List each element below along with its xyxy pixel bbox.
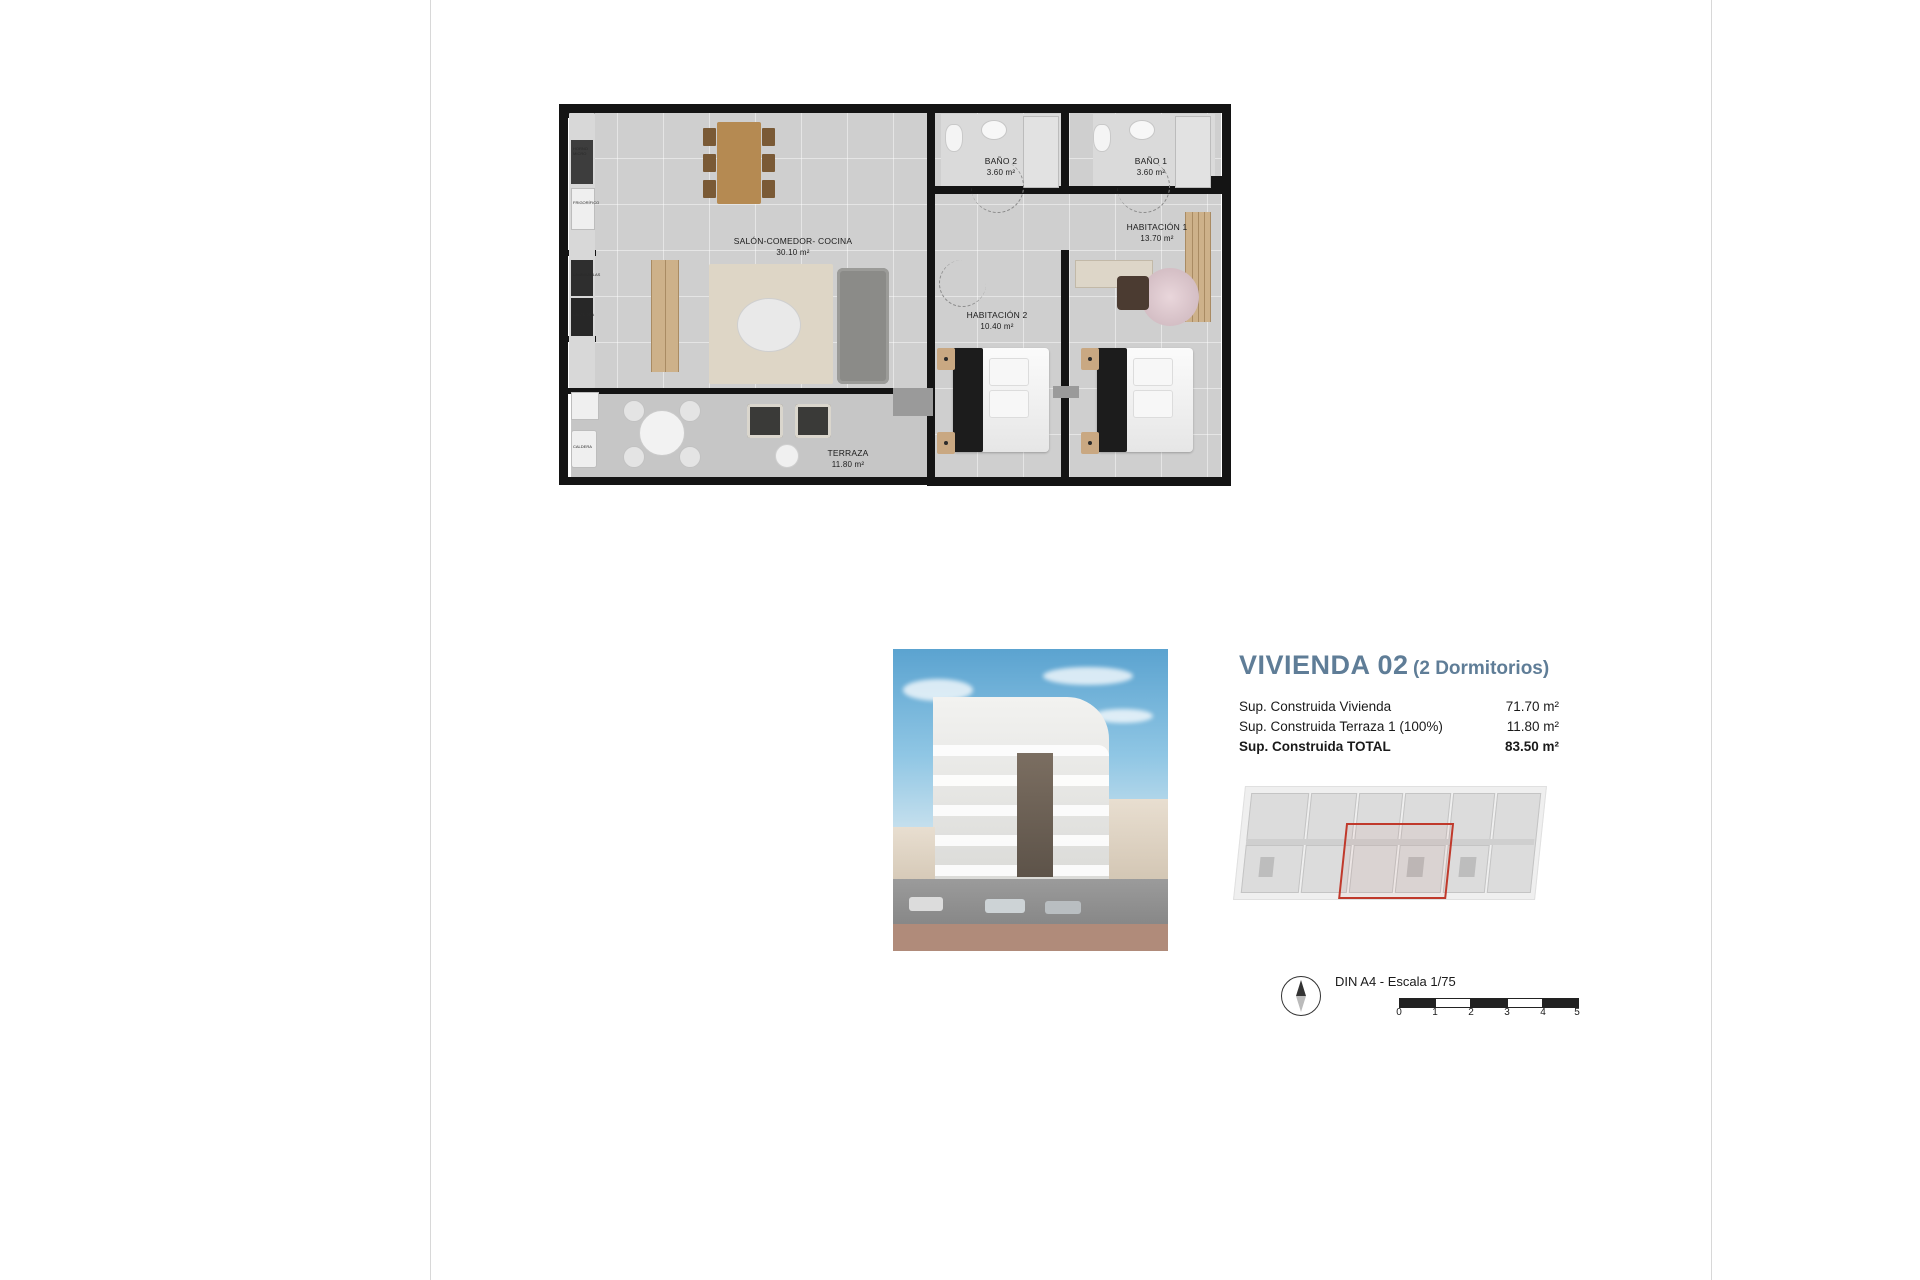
fridge-unit: [571, 188, 595, 230]
boiler-unit: [571, 430, 597, 468]
pillow-bedroom1: [1133, 390, 1173, 418]
photo-car: [1045, 901, 1081, 914]
terrace-armchair: [747, 404, 783, 438]
pillow-bedroom2: [989, 358, 1029, 386]
nightstand-bedroom1: [1081, 432, 1099, 454]
photo-facade-panel: [1017, 753, 1053, 877]
area-total-label: Sup. Construida TOTAL: [1239, 739, 1391, 754]
dining-chair: [703, 180, 716, 198]
pillow-bedroom2: [989, 390, 1029, 418]
compass-needle-south: [1296, 996, 1306, 1012]
wall-doorjamb-a: [893, 388, 933, 416]
bed-throw-bedroom1: [1097, 348, 1127, 452]
label-oven: HORNO: [573, 146, 588, 151]
wall-doorjamb-b: [1053, 386, 1079, 398]
room-label-bath2: BAÑO 2 3.60 m²: [984, 156, 1018, 177]
compass-icon: [1281, 976, 1321, 1016]
wall-living-bedrooms: [927, 104, 935, 486]
terrace-chair: [623, 446, 645, 468]
ruler-tick: 2: [1468, 1007, 1474, 1018]
label-dishwasher: LAVAVAJILLAS: [573, 272, 601, 277]
ruler-segment: [1399, 998, 1435, 1008]
compass-needle-north: [1296, 980, 1306, 996]
area-row-total: [1239, 737, 1559, 757]
unit-title-main: VIVIENDA 02: [1239, 650, 1409, 680]
toilet-bath2: [945, 124, 963, 152]
wall-living-terrace: [568, 388, 898, 394]
toilet-bath1: [1093, 124, 1111, 152]
room-label-living: SALÓN-COMEDOR- COCINA 30.10 m²: [733, 236, 853, 257]
ruler-segment: [1435, 998, 1471, 1008]
keyplan-fixture: [1458, 857, 1476, 877]
ruler-segment: [1471, 998, 1507, 1008]
dining-chair: [762, 180, 775, 198]
dishwasher-unit: [571, 260, 593, 296]
area-label: Sup. Construida Vivienda: [1239, 699, 1392, 714]
area-value: 11.80 m²: [1506, 719, 1559, 734]
label-micro: MICRO: [573, 151, 587, 156]
dining-chair: [762, 154, 775, 172]
ruler-segment: [1507, 998, 1543, 1008]
washbasin-bath2: [981, 120, 1007, 140]
nightstand-bedroom2: [937, 432, 955, 454]
door-swing-bedroom2: [939, 260, 986, 307]
area-total-value: 83.50 m²: [1504, 739, 1559, 754]
keyplan-unit: [1246, 793, 1309, 841]
wall-top: [559, 104, 1231, 113]
room-label-bedroom1: HABITACIÓN 1 13.70 m²: [1126, 222, 1188, 243]
decor-circle-bedroom1: [1141, 268, 1199, 326]
key-plan: [1233, 786, 1547, 900]
door-swing-bath1: [1117, 160, 1170, 213]
dining-chair: [703, 128, 716, 146]
room-label-bedroom2: HABITACIÓN 2 10.40 m²: [966, 310, 1028, 331]
keyplan-highlight-unit-02: [1338, 823, 1454, 899]
label-washer: LAVADORA: [573, 312, 595, 317]
washing-machine-unit: [571, 298, 593, 336]
bed-throw-bedroom2: [953, 348, 983, 452]
scale-ruler: [1396, 998, 1580, 1018]
terrace-chair: [623, 400, 645, 422]
door-swing-bath2: [971, 160, 1024, 213]
terrace-chair: [679, 446, 701, 468]
photo-sidewalk: [893, 924, 1168, 951]
room-label-terrace: TERRAZA 11.80 m²: [827, 448, 869, 469]
wall-right: [1222, 104, 1231, 485]
chair-bedroom1: [1117, 276, 1149, 310]
ruler-tick: 1: [1432, 1007, 1438, 1018]
wall-bottom-left: [559, 477, 931, 485]
areas-table: [1239, 697, 1559, 757]
nightstand-bedroom1: [1081, 348, 1099, 370]
label-fridge: FRIGORÍFICO: [573, 200, 600, 205]
area-label: Sup. Construida Terraza 1 (100%): [1239, 719, 1443, 734]
terrace-chair: [679, 400, 701, 422]
area-row: [1239, 697, 1559, 717]
label-boiler: CALDERA: [573, 444, 592, 449]
ruler-tick: 3: [1504, 1007, 1510, 1018]
scale-bar-block: [1239, 968, 1579, 1022]
area-value: 71.70 m²: [1505, 699, 1559, 714]
sofa: [837, 268, 889, 384]
scale-text: DIN A4 - Escala 1/75: [1335, 974, 1456, 989]
terrace-table: [639, 410, 685, 456]
keyplan-fixture: [1258, 857, 1274, 877]
living-sideboard: [651, 260, 679, 372]
sink-unit: [571, 392, 599, 420]
dining-table: [717, 122, 761, 204]
wall-bath-divider: [1061, 104, 1069, 194]
wall-left: [559, 104, 568, 485]
coffee-table: [737, 298, 801, 352]
terrace-armchair: [795, 404, 831, 438]
nightstand-bedroom2: [937, 348, 955, 370]
ruler-tick: 4: [1540, 1007, 1546, 1018]
photo-car: [985, 899, 1025, 913]
unit-title-sub: (2 Dormitorios): [1413, 658, 1550, 679]
document-sheet: [430, 0, 1712, 1280]
photo-car: [909, 897, 943, 911]
ruler-tick: 0: [1396, 1007, 1402, 1018]
keyplan-unit: [1448, 793, 1495, 841]
photo-cloud: [1043, 667, 1133, 685]
building-photo: [893, 649, 1168, 951]
floor-plan: [541, 100, 1371, 495]
ruler-tick: 5: [1574, 1007, 1580, 1018]
dining-chair: [762, 128, 775, 146]
area-row: [1239, 717, 1559, 737]
wall-bottom-right: [929, 477, 1231, 486]
washbasin-bath1: [1129, 120, 1155, 140]
pillow-bedroom1: [1133, 358, 1173, 386]
unit-title: [1239, 650, 1549, 681]
dining-chair: [703, 154, 716, 172]
wall-bedroom-divider: [1061, 250, 1069, 486]
room-label-bath1: BAÑO 1 3.60 m²: [1134, 156, 1168, 177]
